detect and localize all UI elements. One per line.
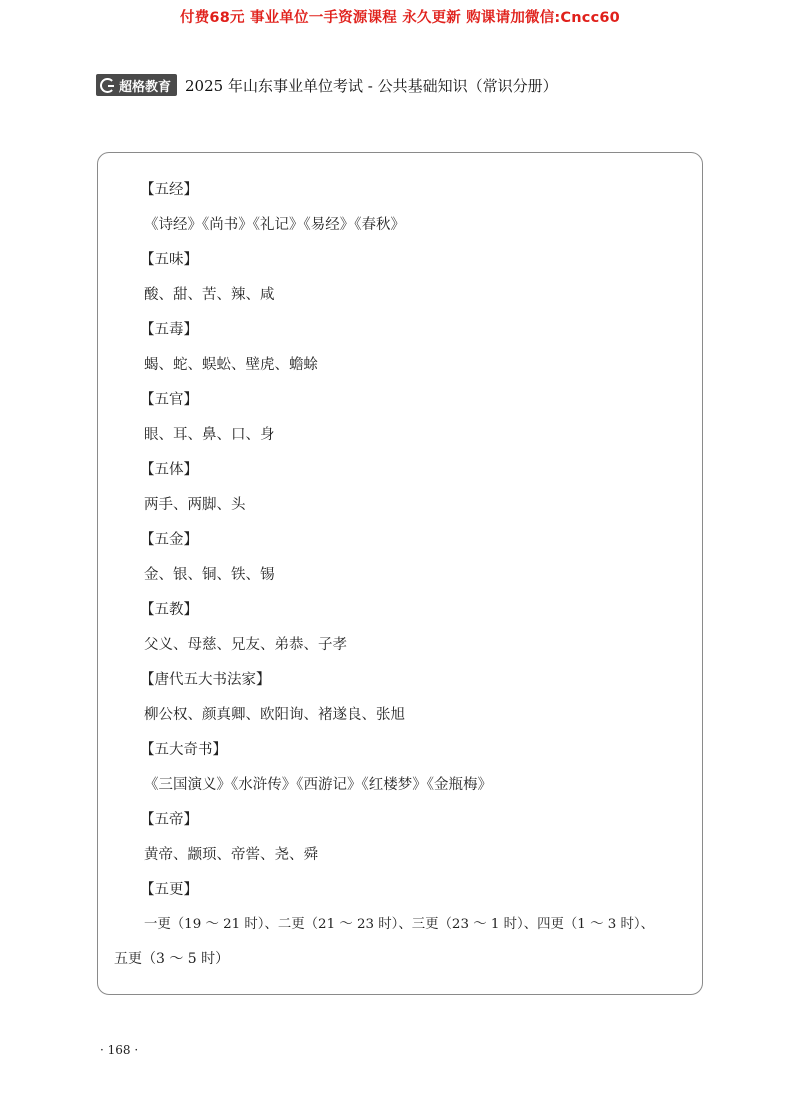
section-heading: 【唐代五大书法家】 [140, 672, 271, 688]
section-content: 酸、甜、苦、辣、咸 [144, 287, 275, 303]
section-content: 《三国演义》《水浒传》《西游记》《红楼梦》《金瓶梅》 [144, 777, 492, 793]
section-content: 父义、母慈、兄友、弟恭、子孝 [144, 637, 347, 653]
promo-banner: 付费68元 事业单位一手资源课程 永久更新 购课请加微信:Cncc60 [180, 10, 620, 26]
section-content: 柳公权、颜真卿、欧阳询、褚遂良、张旭 [144, 707, 405, 723]
section-content: 黄帝、颛顼、帝喾、尧、舜 [144, 847, 318, 863]
logo-text: 超格教育 [119, 79, 172, 95]
section-content: 眼、耳、鼻、口、身 [144, 427, 275, 443]
section-heading: 【五帝】 [140, 812, 198, 828]
section-heading: 【五大奇书】 [140, 742, 227, 758]
section-heading: 【五官】 [140, 392, 198, 408]
section-content: 两手、两脚、头 [144, 497, 246, 513]
document-title: 2025 年山东事业单位考试 - 公共基础知识（常识分册） [185, 76, 558, 95]
brand-logo [96, 74, 177, 96]
section-heading: 【五味】 [140, 252, 198, 268]
section-content: 蝎、蛇、蜈蚣、壁虎、蟾蜍 [144, 357, 318, 373]
section-content: 《诗经》《尚书》《礼记》《易经》《春秋》 [144, 217, 405, 233]
logo-icon [100, 78, 115, 93]
page-number: · 168 · [100, 1043, 139, 1057]
section-content: 五更（3 ～ 5 时） [114, 951, 230, 967]
section-content: 金、银、铜、铁、锡 [144, 567, 275, 583]
section-heading: 【五经】 [140, 182, 198, 198]
page-header [96, 74, 558, 96]
section-heading: 【五更】 [140, 882, 198, 898]
section-content: 一更（19 ～ 21 时）、二更（21 ～ 23 时）、三更（23 ～ 1 时）、四更（1 ～ 3 时）、 [144, 917, 654, 932]
section-heading: 【五教】 [140, 602, 198, 618]
section-heading: 【五体】 [140, 462, 198, 478]
section-heading: 【五金】 [140, 532, 198, 548]
section-heading: 【五毒】 [140, 322, 198, 338]
